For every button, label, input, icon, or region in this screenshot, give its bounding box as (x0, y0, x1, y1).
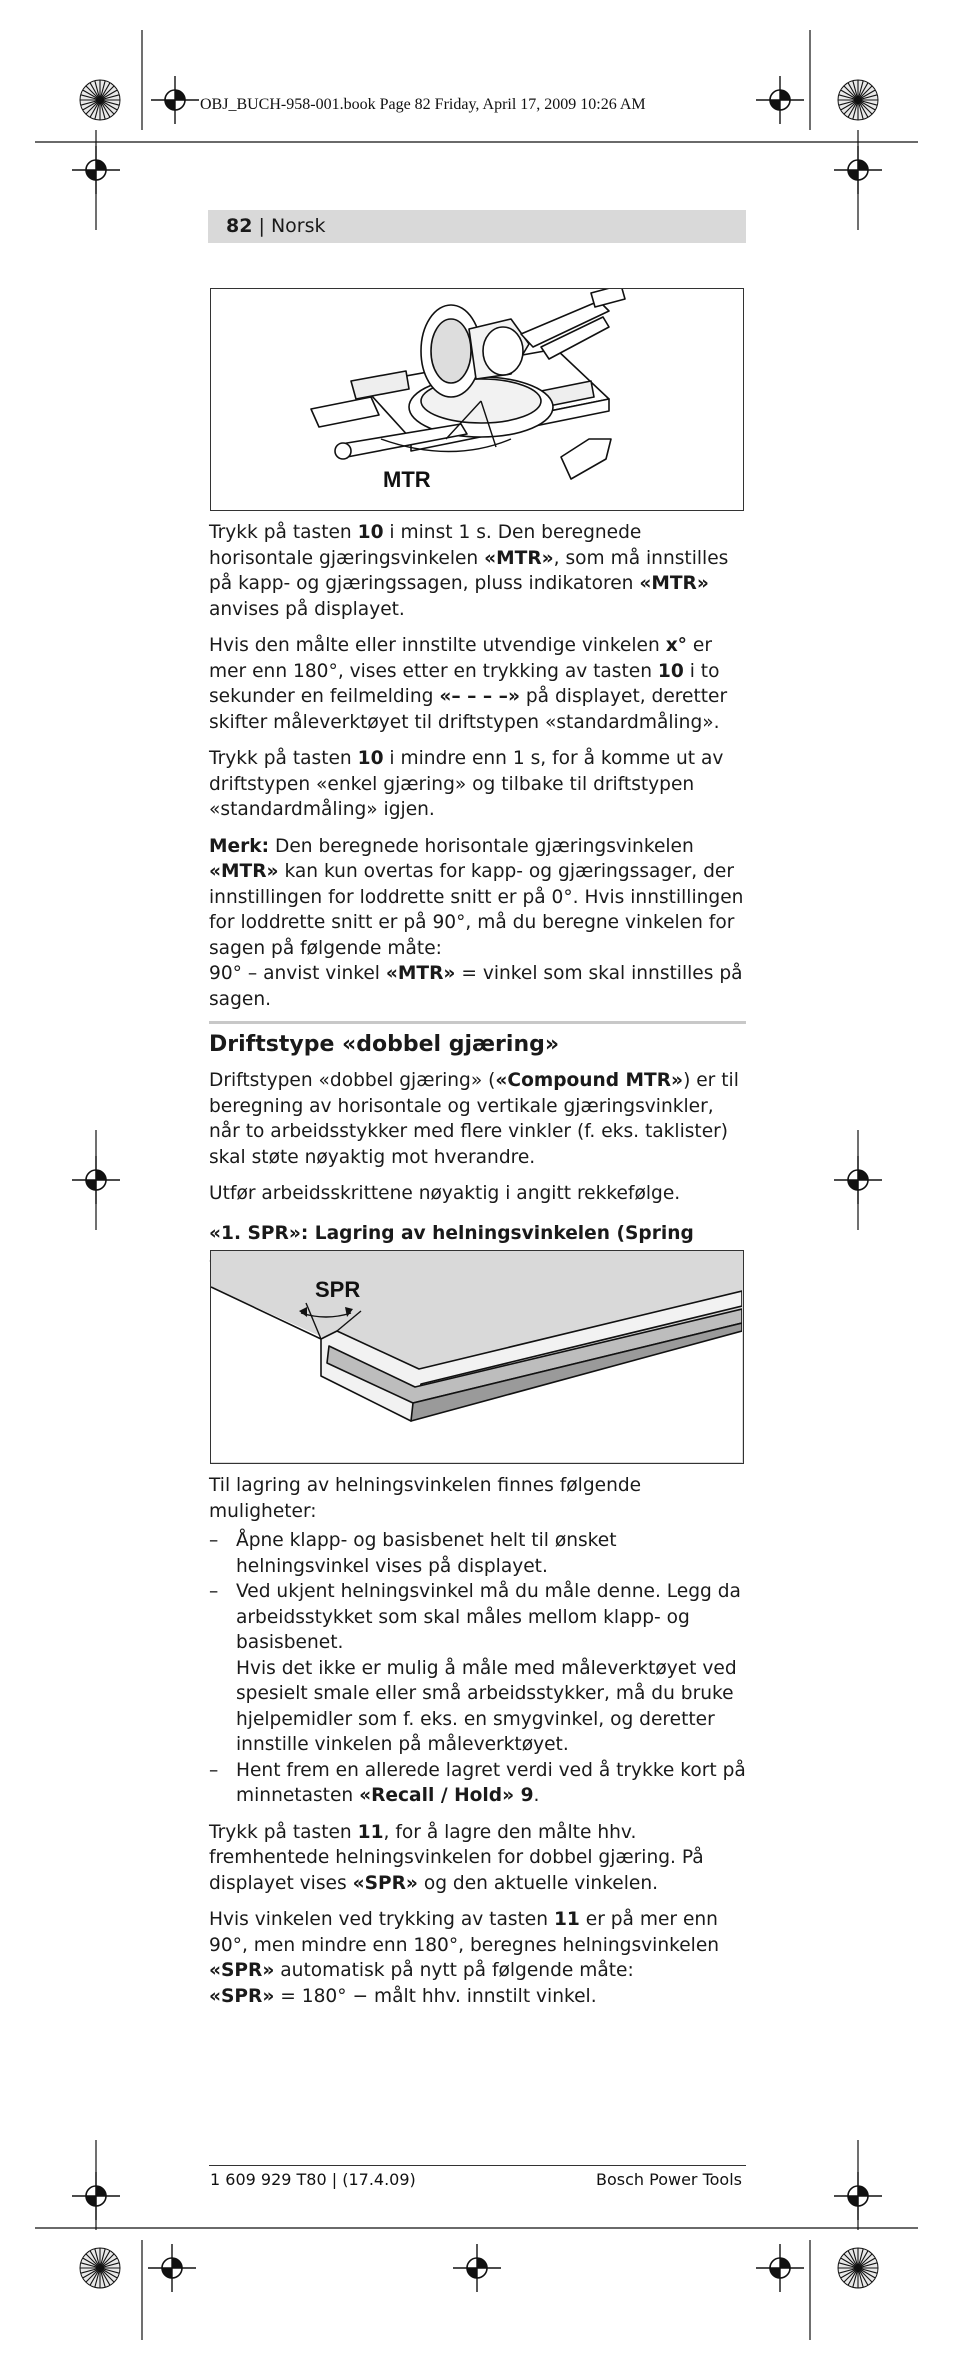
text: Hvis den målte eller innstilte utvendige vinkelen (209, 635, 666, 656)
section-heading: Driftstype «dobbel gjæring» (209, 1032, 560, 1057)
footer-brand: Bosch Power Tools (596, 2170, 742, 2189)
compound-term: «Compound MTR» (495, 1070, 684, 1091)
text: anvises på displayet. (209, 598, 405, 620)
text: Hent frem en allerede lagret verdi ved å trykke kort på minnetasten (236, 1759, 746, 1806)
page-language: Norsk (270, 215, 326, 237)
crosshair-circle-icon (834, 2172, 882, 2220)
mtr-term: «MTR» (385, 963, 456, 984)
crosshair-circle-icon (756, 2244, 804, 2292)
error-term: «– – – –» (439, 686, 520, 707)
paragraph (209, 1907, 746, 2009)
text: Trykk på tasten (209, 1821, 358, 1843)
text: , som må innstilles på kapp- og gjæringssagen, pluss indikatoren (209, 547, 729, 594)
crosshair-circle-icon (148, 2244, 196, 2292)
text: Den beregnede horisontale gjæringsvinkelen (269, 835, 694, 857)
text: ) er til beregning av horisontale og vertikale gjæringsvinkler, når to arbeidsstykker med flere vinkler (f. eks. taklister) skal støte nøyaktig mot hverandre. (209, 1070, 739, 1168)
paragraph (209, 1820, 746, 1897)
text: = vinkel som skal innstilles på sagen. (209, 963, 743, 1010)
text: i mindre enn 1 s, for å komme ut av driftstypen «enkel gjæring» og tilbake til driftstypen «standardmåling» igjen. (209, 748, 724, 820)
spring-angle-figure (210, 1250, 744, 1464)
subheading: «1. SPR»: Lagring av helningsvinkelen (Spring (209, 1222, 694, 1244)
text: Trykk på tasten (209, 522, 358, 543)
spr-figure-label: SPR (315, 1277, 361, 1302)
crosshair-circle-icon (834, 146, 882, 194)
mtr-term: «MTR» (209, 861, 279, 882)
list-item (209, 1528, 746, 1579)
text: kan kun overtas for kapp- og gjæringssager, der innstillingen for loddrette snitt er på 0°. Hvis innstillingen for loddrette snitt er på 90°, må du beregne vinkelen for sagen på følgende måte: (209, 861, 744, 959)
text: Åpne klapp- og basisbenet helt til ønsket helningsvinkel vises på displayet. (236, 1530, 617, 1577)
print-header: OBJ_BUCH-958-001.book Page 82 Friday, April 17, 2009 10:26 AM (200, 96, 646, 113)
crosshair-circle-icon (72, 2172, 120, 2220)
mtr-figure-label: MTR (383, 467, 431, 492)
section-single-miter (209, 520, 746, 1023)
miter-saw-illustration (211, 289, 742, 509)
text: Trykk på tasten (209, 748, 358, 769)
text: og den aktuelle vinkelen. (417, 1872, 659, 1894)
page-separator: | (252, 215, 271, 237)
radial-starburst-icon (80, 2248, 120, 2288)
angle-term: x° (665, 635, 687, 656)
section-compound-miter-cont (209, 1473, 746, 2020)
page-number: 82 (226, 215, 253, 237)
radial-starburst-icon (838, 80, 878, 120)
mtr-term: «MTR» (484, 547, 554, 569)
crosshair-circle-icon (72, 146, 120, 194)
text: er på mer enn 90°, men mindre enn 180°, beregnes helningsvinkelen (209, 1909, 720, 1956)
text: i to sekunder en feilmelding (209, 660, 720, 707)
spr-term: «SPR» (352, 1872, 418, 1894)
crosshair-circle-icon (72, 1156, 120, 1204)
text: automatisk på nytt på følgende måte: (274, 1960, 634, 1981)
text: Hvis vinkelen ved trykking av tasten (209, 1909, 554, 1930)
spr-term: «SPR» (209, 1985, 275, 2007)
text: er mer enn 180°, vises etter en trykking av tasten (209, 635, 712, 682)
spr-term: «SPR» (209, 1960, 275, 1981)
crosshair-circle-icon (756, 76, 804, 124)
radial-starburst-icon (838, 2248, 878, 2288)
list-item (209, 1758, 746, 1809)
key-number: 10 (357, 748, 384, 769)
key-number: 11 (357, 1821, 384, 1843)
paragraph (209, 1068, 746, 1170)
paragraph (209, 633, 746, 735)
miter-saw-figure (210, 288, 744, 511)
footer-rule (209, 2165, 746, 2166)
text: 90° – anvist vinkel (209, 963, 386, 984)
key-number: 11 (553, 1909, 580, 1930)
crosshair-circle-icon (834, 1156, 882, 1204)
key-number: 10 (657, 660, 684, 682)
options-list (209, 1528, 746, 1809)
list-item (209, 1579, 746, 1758)
text: Ved ukjent helningsvinkel må du måle denne. Legg da arbeidsstykket som skal måles mellom klapp- og basisbenet. (236, 1581, 741, 1653)
text: , for å lagre den målte hhv. fremhentede helningsvinkelen for dobbel gjæring. På displayet vises (209, 1821, 704, 1894)
crosshair-circle-icon (453, 2244, 501, 2292)
note-label: Merk: (209, 835, 270, 857)
paragraph (209, 746, 746, 823)
section-compound-miter (209, 1030, 746, 1283)
paragraph: Til lagring av helningsvinkelen finnes følgende muligheter: (209, 1475, 642, 1522)
recall-key-term: «Recall / Hold» 9 (359, 1785, 534, 1806)
crosshair-circle-icon (151, 76, 199, 124)
text: Driftstypen «dobbel gjæring» ( (209, 1070, 496, 1091)
page-header-bar (208, 210, 746, 243)
footer-doc-number: 1 609 929 T80 | (17.4.09) (210, 2170, 416, 2189)
text: = 180° − målt hhv. innstilt vinkel. (274, 1985, 597, 2007)
text: i minst 1 s. Den beregnede horisontale gjæringsvinkelen (209, 522, 642, 569)
note-paragraph (209, 834, 746, 1013)
section-divider (209, 1021, 746, 1024)
text: Hvis det ikke er mulig å måle med måleverktøyet ved spesielt smale eller små arbeidsstykker, må du bruke hjelpemidler som f. eks. en smygvinkel, og deretter innstille vinkelen på måleverktøyet. (236, 1657, 737, 1755)
paragraph: Utfør arbeidsskrittene nøyaktig i angitt rekkefølge. (209, 1183, 681, 1204)
mtr-term: «MTR» (639, 573, 709, 594)
key-number: 10 (357, 522, 384, 543)
text: på displayet, deretter skifter måleverktøyet til driftstypen «standardmåling». (209, 686, 728, 733)
paragraph (209, 520, 746, 622)
spring-angle-illustration (211, 1251, 742, 1462)
text: . (533, 1785, 540, 1806)
radial-starburst-icon (80, 80, 120, 120)
